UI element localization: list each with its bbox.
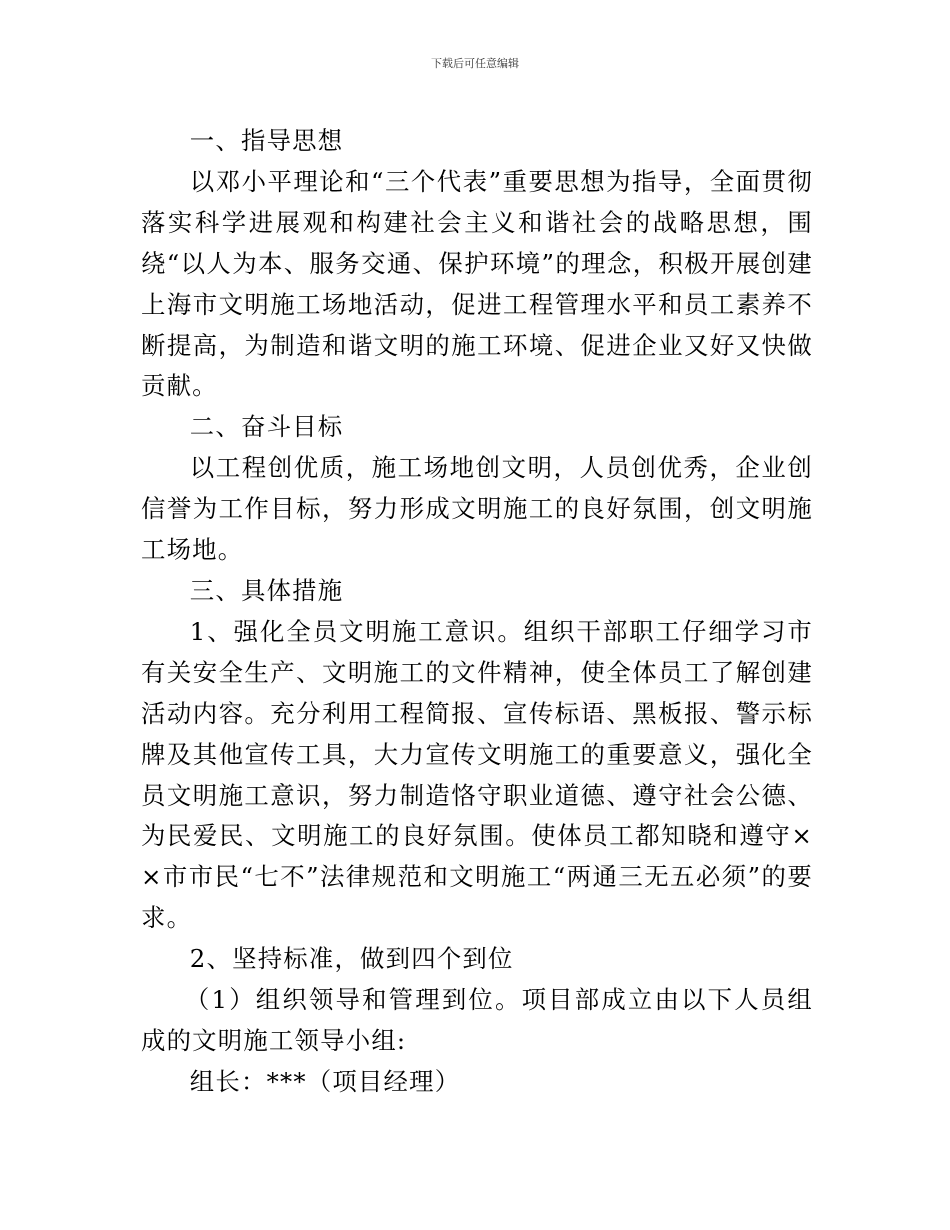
section-heading-measures: 三、具体措施	[189, 575, 344, 605]
paragraph-measure-2: 2、坚持标准，做到四个到位	[189, 944, 514, 974]
paragraph-measure-2-1: （1）组织领导和管理到位。项目部成立由以下人员组成的文明施工领导小组:	[141, 985, 813, 1055]
paragraph-team-leader: 组长：***（项目经理）	[189, 1066, 461, 1096]
paragraph-goals: 以工程创优质，施工场地创文明，人员创优秀，企业创信誉为工作目标，努力形成文明施工的良好氛围，创文明施工场地。	[141, 453, 813, 565]
paragraph-measure-1: 1、强化全员文明施工意识。组织干部职工仔细学习市有关安全生产、文明施工的文件精神，使全体员工了解创建活动内容。充分利用工程简报、宣传标语、黑板报、警示标牌及其他宣传工具，大力宣传文明施工的重要意义，强化全员文明施工意识，努力制造恪守职业道德、遵守社会公德、为民爱民、文明施工的良好氛围。使体员工都知晓和遵守××市市民“七不”法律规范和文明施工“两通三无五必须”的要求。	[141, 616, 813, 933]
page-header: 下载后可任意编辑	[431, 57, 519, 70]
paragraph-guiding-ideology: 以邓小平理论和“三个代表”重要思想为指导，全面贯彻落实科学进展观和构建社会主义和谐社会的战略思想，围绕“以人为本、服务交通、保护环境”的理念，积极开展创建上海市文明施工场地活动，促进工程管理水平和员工素养不断提高，为制造和谐文明的施工环境、促进企业又好又快做贡献。	[141, 166, 813, 401]
document-body	[141, 121, 813, 1103]
section-heading-goals: 二、奋斗目标	[189, 412, 344, 442]
section-heading-guiding-ideology: 一、指导思想	[189, 126, 344, 155]
